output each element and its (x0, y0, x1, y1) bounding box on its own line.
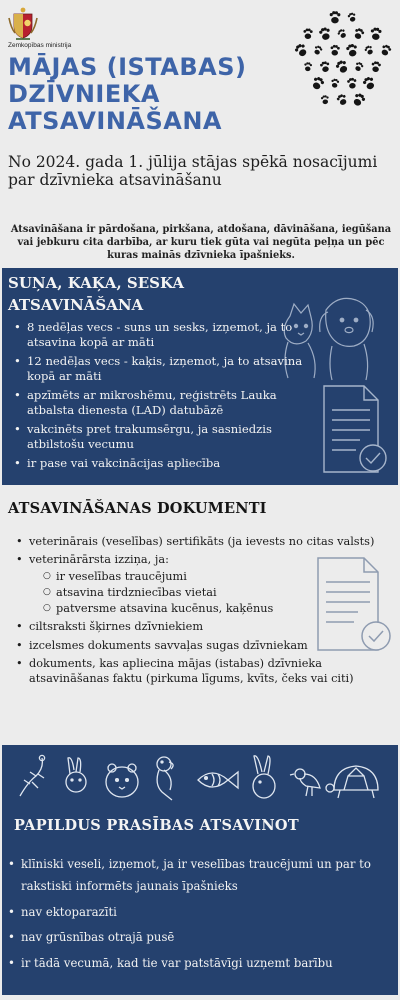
page-subtitle: No 2024. gada 1. jūlija stājas spēkā nosacījumi par dzīvnieka atsavināšanu (8, 153, 378, 189)
section2-subitem: ○ ir veselības traucējumi (43, 569, 382, 584)
paw-print-icon (336, 93, 349, 106)
turtle-icon (326, 766, 378, 798)
section3-list (8, 853, 396, 977)
paw-print-icon (364, 44, 375, 55)
paw-print-icon (370, 27, 382, 40)
paw-print-icon (320, 61, 331, 73)
paw-print-icon (347, 12, 357, 23)
paw-print-icon (346, 43, 359, 57)
rabbit-icon (253, 756, 275, 798)
lizard-icon (20, 755, 45, 796)
paw-print-icon (310, 75, 325, 91)
paw-print-icon (321, 95, 330, 105)
paw-print-icon (353, 27, 365, 40)
hamster-icon (106, 764, 138, 797)
section2-sublist (29, 569, 382, 617)
paw-print-icon (330, 11, 341, 23)
section3-item: • ir tādā vecumā, kad tie var patstāvīgi uzņemt barību (8, 952, 396, 974)
paw-print-icon (362, 75, 377, 91)
fish-icon (198, 772, 238, 788)
section3-item: • nav grūsnības otrajā pusē (8, 926, 396, 948)
paw-print-icon (354, 61, 365, 72)
page-title: MĀJAS (ISTABAS) DZĪVNIEKA ATSAVINĀŠANA (8, 53, 247, 135)
bird-icon (290, 769, 320, 796)
section2-subitem: ○ patversme atsavina kucēnus, kaķēnus (43, 601, 382, 616)
section2-item-text: veterinārārsta izziņa, ja: (29, 553, 169, 567)
section1-item: • ir pase vai vakcinācijas apliecība (14, 456, 314, 471)
paw-print-icon (293, 42, 308, 58)
paw-print-icon (313, 45, 324, 56)
section2-item (16, 552, 382, 616)
section3-item: • nav ektoparazīti (8, 901, 396, 923)
section3-title: PAPILDUS PRASĪBAS ATSAVINOT (14, 817, 299, 834)
paw-print-icon (303, 28, 313, 39)
paw-print-icon (318, 27, 332, 42)
paw-print-icon (330, 45, 340, 56)
section2-item: • dokuments, kas apliecina mājas (istabas) dzīvnieka atsavināšanas faktu (pirkuma līgums, kvīts, čeks vai citi) (16, 656, 382, 687)
coat-of-arms-icon (8, 6, 38, 40)
section2-list (16, 534, 382, 690)
paw-print-icon (304, 62, 313, 72)
section2-item: • veterinārais (veselības) sertifikāts (ja ievests no citas valsts) (16, 534, 382, 549)
section2-item: • ciltsraksti šķirnes dzīvniekiem (16, 619, 382, 634)
paw-print-icon (351, 92, 366, 108)
paw-print-icon (371, 61, 382, 73)
parrot-icon (157, 757, 173, 800)
paw-print-icon (330, 78, 339, 88)
section3-item: • klīniski veseli, izņemot, ja ir veselības traucējumi un par to rakstiski informēts jaunais īpašnieks (8, 853, 396, 898)
rabbit-icon (66, 758, 86, 792)
section1-item: • vakcinēts pret trakumsērgu, ja sasniedzis atbilstošu vecumu (14, 422, 314, 453)
paw-prints-icon (292, 8, 394, 110)
paw-print-icon (335, 59, 350, 75)
section1-item: • 8 nedēļas vecs - suns un sesks, izņemot, ja to atsavina kopā ar māti (14, 320, 314, 351)
ministry-name: Zemkopības ministrija (8, 42, 72, 49)
section1-title: SUŅA, KAĶA, SESKA ATSAVINĀŠANA (8, 274, 185, 314)
section2-title: ATSAVINĀŠANAS DOKUMENTI (8, 500, 267, 517)
section1-item: • apzīmēts ar mikroshēmu, reģistrēts Lauka atbalsta dienesta (LAD) datubāzē (14, 388, 314, 419)
section1-item: • 12 nedēļas vecs - kaķis, izņemot, ja to atsavina kopā ar māti (14, 354, 314, 385)
animal-icons-strip (14, 752, 386, 804)
section1-list (14, 320, 314, 474)
intro-text: Atsavināšana ir pārdošana, pirkšana, atdošana, dāvināšana, iegūšana vai jebkuru cita darbība, ar kuru tiek gūta vai negūta peļņa un pēc kuras mainās dzīvnieka īpašnieks. (10, 224, 392, 261)
section2-subitem: ○ atsavina tirdzniecības vietai (43, 585, 382, 600)
section2-item: • izcelsmes dokuments savvaļas sugas dzīvniekam (16, 638, 382, 653)
paw-print-icon (380, 44, 393, 57)
paw-print-icon (336, 28, 347, 40)
document-check-icon (320, 384, 390, 476)
paw-print-icon (347, 77, 358, 89)
